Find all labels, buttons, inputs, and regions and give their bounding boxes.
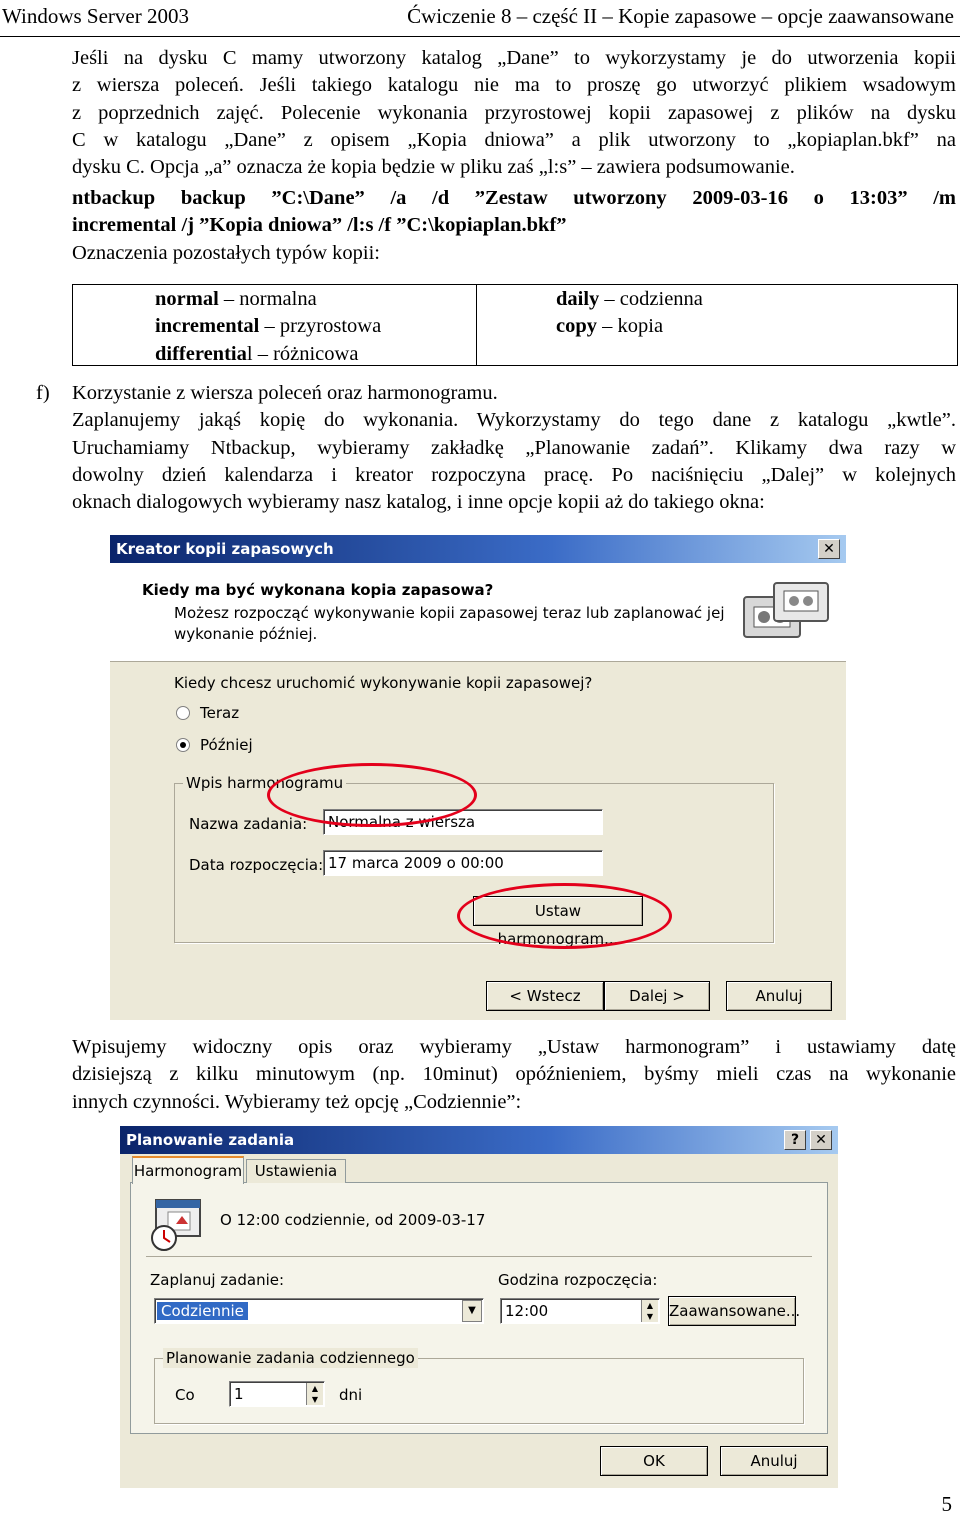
instructions-paragraph xyxy=(72,1034,956,1116)
start-date-label: Data rozpoczęcia: xyxy=(189,856,324,874)
section-f-line: Uruchamiamy Ntbackup, wybieramy zakładkę „Planowanie zadań”. Klikamy dwa razy w xyxy=(72,436,956,459)
tab-settings[interactable]: Ustawienia xyxy=(246,1159,346,1183)
intro-line: z wiersza poleceń. Jeśli takiego katalogu nie ma to proszę go utworzyć plikiem wsadowym xyxy=(72,74,956,97)
days-spinner-icon[interactable]: ▲ ▼ xyxy=(306,1383,323,1405)
tab-schedule[interactable]: Harmonogram xyxy=(132,1156,244,1184)
highlight-oval-schedule xyxy=(457,883,672,949)
backup-types-table xyxy=(72,284,958,366)
section-f-line: Zaplanujemy jakąś kopię do wykonania. Wykorzystamy do tego dane z katalogu „kwtle”. xyxy=(72,409,956,432)
back-button[interactable]: < Wstecz xyxy=(486,981,604,1011)
scheduled-task-icon xyxy=(148,1194,208,1254)
type-incremental: incremental – przyrostowa xyxy=(155,315,382,338)
header-left: Windows Server 2003 xyxy=(2,4,189,28)
radio-later-label: Później xyxy=(200,736,253,754)
schedule-title: Planowanie zadania xyxy=(126,1131,295,1149)
intro-line: C w katalogu „Dane” z opisem „Kopia dniowa” a plik utworzony to „kopiaplan.bkf” na xyxy=(72,128,956,151)
schedule-titlebar xyxy=(120,1126,838,1154)
task-name-label: Nazwa zadania: xyxy=(189,815,308,833)
plan-task-label: Zaplanuj zadanie: xyxy=(150,1271,285,1289)
intro-line: Jeśli na dysku C mamy utworzony katalog „Dane” to wykorzystamy je do utworzenia kopii xyxy=(72,47,956,69)
radio-later[interactable] xyxy=(176,738,190,752)
close-button[interactable]: ✕ xyxy=(810,1130,832,1150)
plan-task-select[interactable] xyxy=(154,1298,484,1324)
types-right-column xyxy=(556,286,703,341)
page-header xyxy=(0,0,960,37)
banner-title: Kiedy ma być wykonana kopia zapasowa? xyxy=(142,581,494,599)
table-divider xyxy=(476,285,477,365)
instructions-line: dzisiejszą z kilku minutowym (np. 10minut) opóźnieniem, byśmy mieli czas na wykonanie xyxy=(72,1063,956,1086)
schedule-entry-title: Wpis harmonogramu xyxy=(183,773,346,793)
start-time-value: 12:00 xyxy=(505,1302,549,1320)
types-left-column xyxy=(155,286,381,368)
days-unit-label: dni xyxy=(339,1386,363,1404)
type-copy: copy – kopia xyxy=(556,315,664,338)
advanced-button[interactable]: Zaawansowane... xyxy=(668,1296,796,1326)
wizard-titlebar xyxy=(110,535,846,563)
cancel-button[interactable]: Anuluj xyxy=(726,981,832,1011)
schedule-summary: O 12:00 codziennie, od 2009-03-17 xyxy=(220,1211,486,1229)
every-label: Co xyxy=(175,1386,195,1404)
when-question: Kiedy chcesz uruchomić wykonywanie kopii zapasowej? xyxy=(174,674,593,692)
section-f-heading: Korzystanie z wiersza poleceń oraz harmonogramu. xyxy=(72,382,498,404)
close-button[interactable]: ✕ xyxy=(818,539,840,559)
intro-paragraph xyxy=(72,45,956,181)
instructions-line: Wpisujemy widoczny opis oraz wybieramy „Ustaw harmonogram” i ustawiamy datę xyxy=(72,1036,956,1058)
schedule-task-dialog xyxy=(120,1126,838,1488)
wizard-banner xyxy=(110,563,846,662)
separator xyxy=(146,1256,812,1257)
banner-description: Możesz rozpocząć wykonywanie kopii zapasowej teraz lub zaplanować jej wykonanie później. xyxy=(174,604,725,643)
section-f-line: oknach dialogowych wybieramy nasz katalog, i inne opcje kopii aż do takiego okna: xyxy=(72,491,765,514)
highlight-oval-name xyxy=(267,763,477,827)
type-normal: normal – normalna xyxy=(155,288,317,310)
instructions-line: innych czynności. Wybieramy też opcję „Codziennie”: xyxy=(72,1090,522,1113)
cancel-button[interactable]: Anuluj xyxy=(720,1446,828,1476)
set-schedule-button[interactable]: Ustaw harmonogram... xyxy=(473,896,643,926)
start-date-field: 17 marca 2009 o 00:00 xyxy=(323,850,603,876)
time-spinner-icon[interactable]: ▲ ▼ xyxy=(641,1300,658,1322)
task-name-field[interactable]: Normalna z wiersza xyxy=(323,809,603,835)
backup-wizard-dialog xyxy=(110,535,846,1020)
daily-schedule-title: Planowanie zadania codziennego xyxy=(163,1348,418,1368)
intro-line: dysku C. Opcja „a” oznacza że kopia będzie w pliku zaś „l:s” – zawiera podsumowanie. xyxy=(72,156,795,179)
command-line-1: ntbackup backup ”C:\Dane” /a /d ”Zestaw utworzony 2009-03-16 o 13:03” /m xyxy=(72,187,956,209)
command-line-2: incremental /j ”Kopia dniowa” /l:s /f ”C:\kopiaplan.bkf” xyxy=(72,214,567,237)
type-differential: differential – różnicowa xyxy=(155,342,359,365)
chevron-down-icon[interactable]: ▼ xyxy=(462,1300,482,1322)
wizard-title: Kreator kopii zapasowych xyxy=(116,540,334,558)
intro-line: z poprzednich zajęć. Polecenie wykonania przyrostowej kopii zapasowej z plików na dysku xyxy=(72,101,956,124)
section-f xyxy=(72,380,956,516)
backup-tape-icon xyxy=(740,577,832,643)
every-days-value: 1 xyxy=(234,1385,244,1403)
section-f-line: dowolny dzień kalendarza i kreator rozpoczyna pracę. Po naciśnięciu „Dalej” w kolejnych xyxy=(72,463,956,486)
daily-schedule-group xyxy=(154,1349,804,1424)
next-button[interactable]: Dalej > xyxy=(604,981,710,1011)
start-time-field[interactable] xyxy=(500,1298,660,1324)
ok-button[interactable]: OK xyxy=(600,1446,708,1476)
types-intro: Oznaczenia pozostałych typów kopii: xyxy=(72,242,380,264)
section-f-marker: f) xyxy=(36,382,50,404)
plan-task-value: Codziennie xyxy=(157,1302,248,1320)
radio-now[interactable] xyxy=(176,706,190,720)
start-time-label: Godzina rozpoczęcia: xyxy=(498,1271,658,1289)
header-right: Ćwiczenie 8 – część II – Kopie zapasowe – opcje zaawansowane xyxy=(407,4,954,28)
page-number: 5 xyxy=(941,1492,952,1516)
type-daily: daily – codzienna xyxy=(556,288,703,310)
every-days-field[interactable] xyxy=(229,1381,325,1407)
help-button[interactable]: ? xyxy=(784,1130,806,1150)
command-block xyxy=(72,185,956,240)
radio-now-label: Teraz xyxy=(200,704,240,722)
